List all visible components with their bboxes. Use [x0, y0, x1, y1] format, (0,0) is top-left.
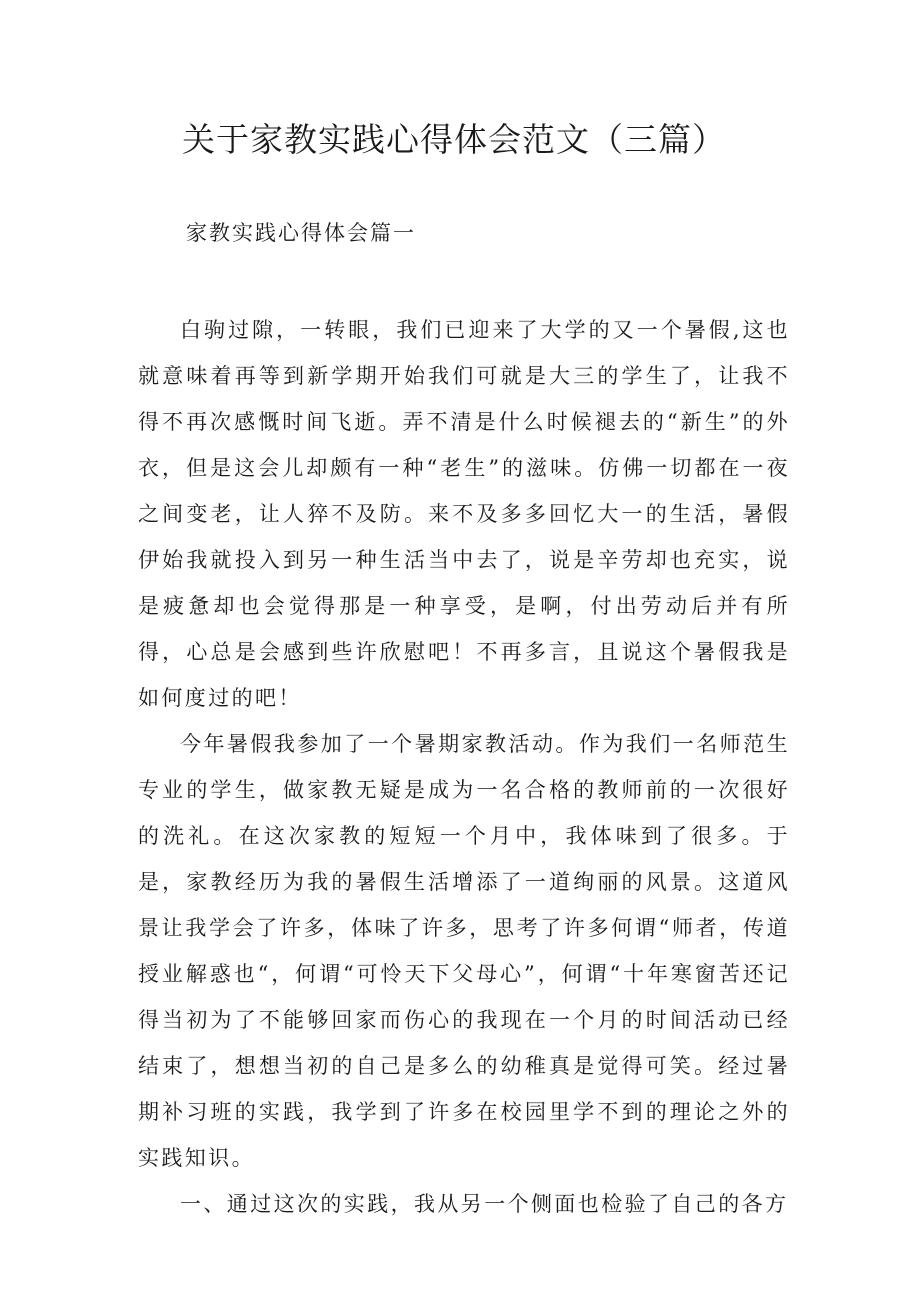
paragraph-3: 一、通过这次的实践，我从另一个侧面也检验了自己的各方 — [180, 1192, 789, 1216]
section-heading: 家教实践心得体会篇一 — [186, 221, 416, 245]
document-title: 关于家教实践心得体会范文（三篇） — [182, 120, 726, 159]
paragraph-1: 白驹过隙，一转眼，我们已迎来了大学的又一个暑假,这也就意味着再等到新学期开始我们可就是大三的学生了，让我不得不再次感慨时间飞逝。弄不清是什么时候褪去的“新生”的外衣，但是这会儿却颇有一种“老生”的滋味。仿佛一切都在一夜之间变老，让人猝不及防。来不及多多回忆大一的生活，暑假伊始我就投入到另一种生活当中去了，说是辛劳却也充实，说是疲惫却也会觉得那是一种享受，是啊，付出劳动后并有所得，心总是会感到些许欣慰吧！不再多言，且说这个暑假我是如何度过的吧！ — [138, 318, 790, 710]
body-text — [138, 307, 790, 1227]
paragraph-2: 今年暑假我参加了一个暑期家教活动。作为我们一名师范生专业的学生，做家教无疑是成为一名合格的教师前的一次很好的洗礼。在这次家教的短短一个月中，我体味到了很多。于是，家教经历为我的暑假生活增添了一道绚丽的风景。这道风景让我学会了许多，体味了许多，思考了许多何谓“师者，传道授业解惑也“，何谓“可怜天下父母心”，何谓“十年寒窗苦还记得当初为了不能够回家而伤心的我现在一个月的时间活动已经结束了，想想当初的自己是多么的幼稚真是觉得可笑。经过暑期补习班的实践，我学到了许多在校园里学不到的理论之外的实践知识。 — [138, 732, 790, 1170]
